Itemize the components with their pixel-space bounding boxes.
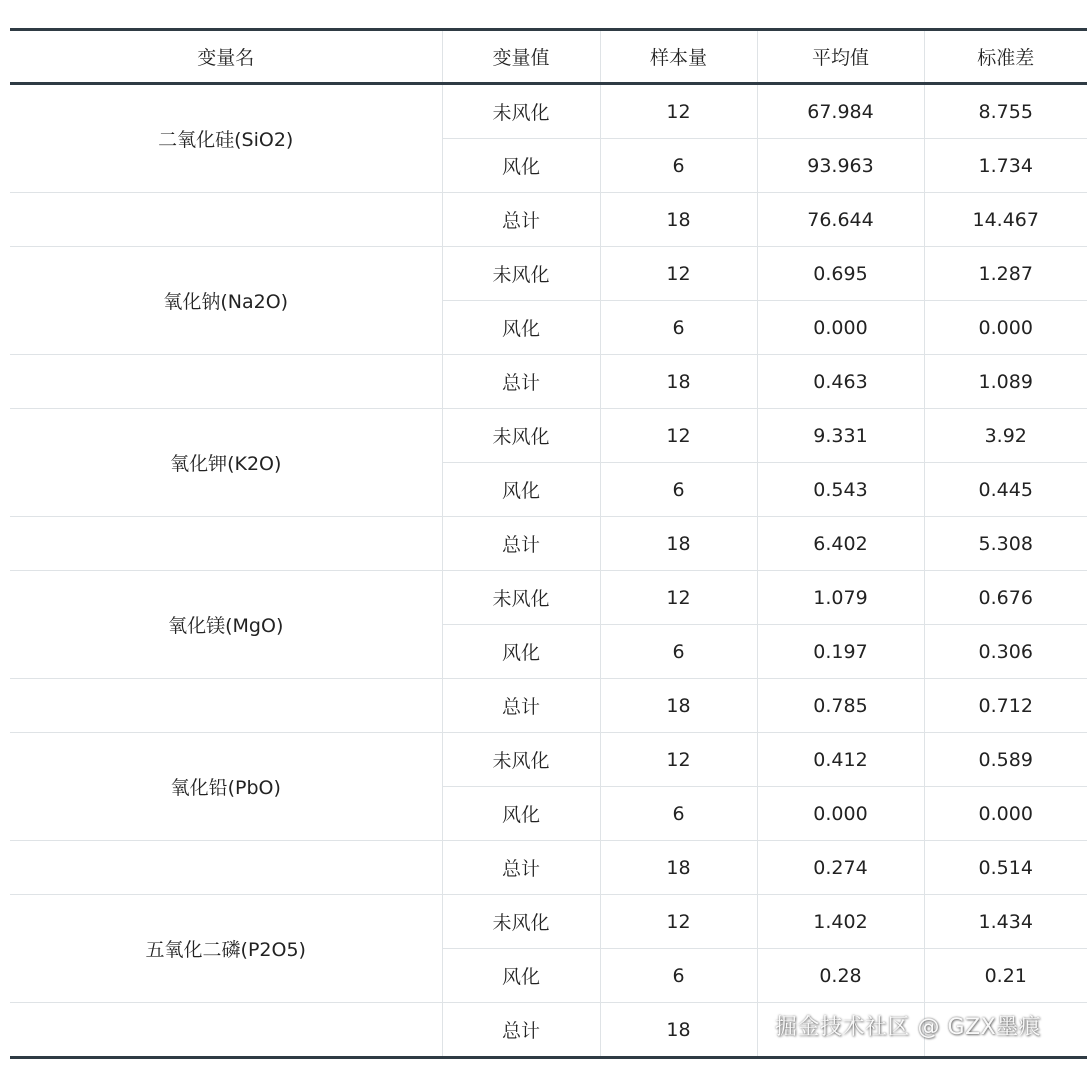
header-variable-value: 变量值 (442, 30, 600, 84)
table-row-total (10, 355, 1087, 409)
variable-value-cell: 未风化 (442, 571, 600, 625)
table-row (10, 84, 1087, 139)
empty-name-cell (10, 841, 442, 895)
std-dev-cell: 0.589 (924, 733, 1087, 787)
sample-size-cell: 12 (600, 84, 757, 139)
table-row (10, 733, 1087, 787)
sample-size-cell: 6 (600, 301, 757, 355)
sample-size-cell: 12 (600, 895, 757, 949)
table-row-total (10, 679, 1087, 733)
variable-value-cell: 风化 (442, 787, 600, 841)
std-dev-cell: 1.734 (924, 139, 1087, 193)
header-variable-name: 变量名 (10, 30, 442, 84)
header-std-dev: 标准差 (924, 30, 1087, 84)
table-row-total (10, 841, 1087, 895)
variable-value-cell: 总计 (442, 679, 600, 733)
variable-value-cell: 未风化 (442, 84, 600, 139)
watermark: 掘金技术社区 @ GZX墨痕 (775, 1015, 1042, 1040)
std-dev-cell: 3.92 (924, 409, 1087, 463)
empty-name-cell (10, 517, 442, 571)
mean-cell: 67.984 (757, 84, 924, 139)
sample-size-cell: 6 (600, 463, 757, 517)
mean-cell: 93.963 (757, 139, 924, 193)
stats-table-container (10, 28, 1087, 1059)
sample-size-cell: 12 (600, 409, 757, 463)
std-dev-cell: 0.676 (924, 571, 1087, 625)
variable-name-cell: 二氧化硅(SiO2) (158, 129, 294, 151)
sample-size-cell: 6 (600, 625, 757, 679)
variable-name-cell: 氧化钾(K2O) (10, 409, 442, 517)
mean-cell: 6.402 (757, 517, 924, 571)
sample-size-cell: 18 (600, 517, 757, 571)
sample-size-cell: 12 (600, 733, 757, 787)
sample-size-cell: 6 (600, 139, 757, 193)
std-dev-cell: 0.445 (924, 463, 1087, 517)
sample-size-cell: 18 (600, 193, 757, 247)
std-dev-cell: 0.514 (924, 841, 1087, 895)
mean-cell: 9.331 (757, 409, 924, 463)
std-dev-cell: 5.308 (924, 517, 1087, 571)
std-dev-cell: 0.000 (924, 787, 1087, 841)
empty-name-cell (10, 355, 442, 409)
sample-size-cell: 18 (600, 679, 757, 733)
stats-table (10, 28, 1087, 1059)
mean-cell: 0.28 (757, 949, 924, 1003)
variable-name-cell: 五氧化二磷(P2O5) (10, 895, 442, 1003)
variable-value-cell: 未风化 (442, 733, 600, 787)
sample-size-cell: 6 (600, 787, 757, 841)
variable-value-cell: 总计 (442, 841, 600, 895)
std-dev-cell: 0.000 (924, 301, 1087, 355)
mean-cell: 0.785 (757, 679, 924, 733)
table-row-total (10, 517, 1087, 571)
mean-cell: 0.000 (757, 301, 924, 355)
variable-value-cell: 总计 (442, 193, 600, 247)
variable-name-cell: 氧化钠(Na2O) (10, 247, 442, 355)
sample-size-cell: 12 (600, 247, 757, 301)
variable-value-cell: 风化 (442, 463, 600, 517)
variable-value-cell: 风化 (442, 625, 600, 679)
mean-cell: 1.079 (757, 571, 924, 625)
variable-value-cell: 风化 (442, 301, 600, 355)
header-mean: 平均值 (757, 30, 924, 84)
table-row (10, 571, 1087, 625)
std-dev-cell: 0.712 (924, 679, 1087, 733)
mean-cell: 0.463 (757, 355, 924, 409)
variable-value-cell: 总计 (442, 517, 600, 571)
variable-name-cell: 氧化铅(PbO) (10, 733, 442, 841)
empty-name-cell (10, 679, 442, 733)
empty-name-cell (10, 193, 442, 247)
mean-cell: 76.644 (757, 193, 924, 247)
header-sample-size: 样本量 (600, 30, 757, 84)
sample-size-cell: 18 (600, 841, 757, 895)
mean-cell: 0.412 (757, 733, 924, 787)
variable-value-cell: 总计 (442, 1003, 600, 1058)
variable-value-cell: 风化 (442, 949, 600, 1003)
sample-size-cell: 12 (600, 571, 757, 625)
std-dev-cell: 8.755 (924, 84, 1087, 139)
table-row-total (10, 193, 1087, 247)
variable-value-cell: 未风化 (442, 895, 600, 949)
variable-name-cell: 氧化镁(MgO) (10, 571, 442, 679)
empty-name-cell (10, 1003, 442, 1058)
header-row (10, 30, 1087, 84)
variable-value-cell: 未风化 (442, 247, 600, 301)
mean-cell: 0.543 (757, 463, 924, 517)
std-dev-cell: 1.434 (924, 895, 1087, 949)
sample-size-cell: 18 (600, 355, 757, 409)
sample-size-cell: 6 (600, 949, 757, 1003)
std-dev-cell: 1.089 (924, 355, 1087, 409)
std-dev-cell: 1.287 (924, 247, 1087, 301)
mean-cell: 0.695 (757, 247, 924, 301)
std-dev-cell: 0.21 (924, 949, 1087, 1003)
sample-size-cell: 18 (600, 1003, 757, 1058)
mean-cell: 0.197 (757, 625, 924, 679)
mean-cell: 1.402 (757, 895, 924, 949)
std-dev-cell: 14.467 (924, 193, 1087, 247)
mean-cell: 0.000 (757, 787, 924, 841)
variable-value-cell: 总计 (442, 355, 600, 409)
table-row (10, 895, 1087, 949)
variable-value-cell: 未风化 (442, 409, 600, 463)
variable-value-cell: 风化 (442, 139, 600, 193)
std-dev-cell: 0.306 (924, 625, 1087, 679)
table-row (10, 247, 1087, 301)
mean-cell: 0.274 (757, 841, 924, 895)
table-row (10, 409, 1087, 463)
